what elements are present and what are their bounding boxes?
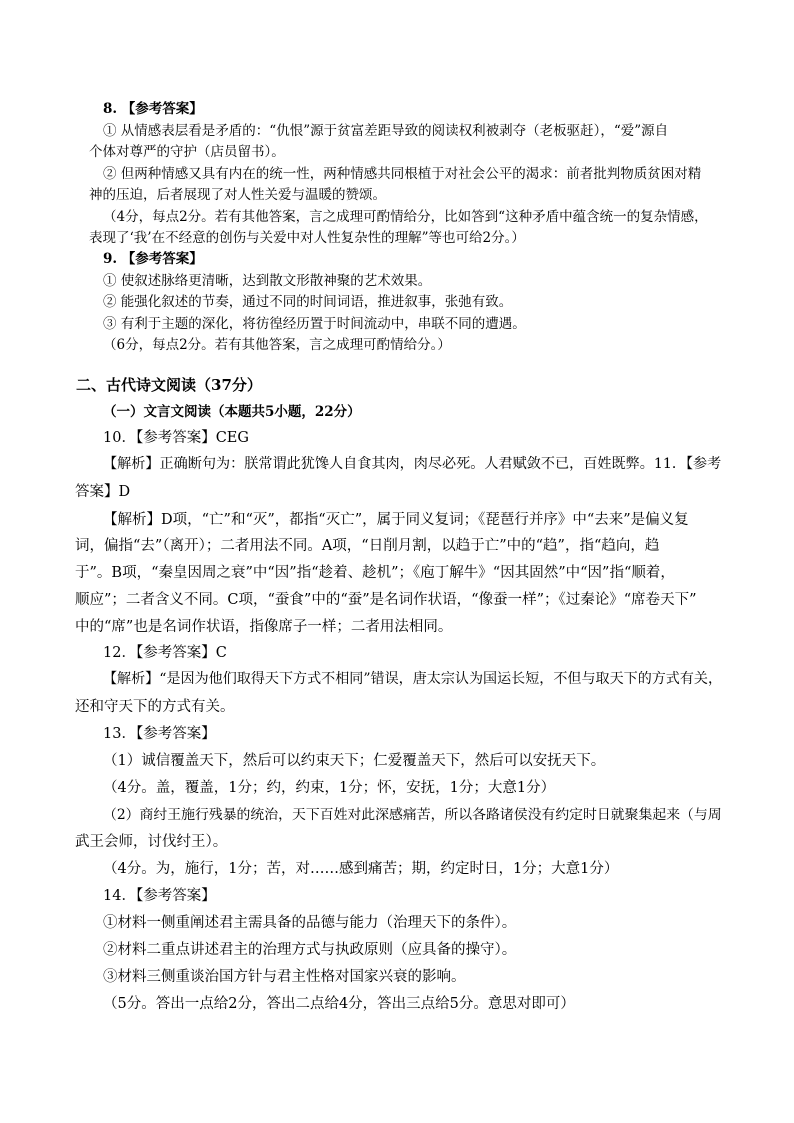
q8-score-line-1: （4分，每点2分。若有其他答案，言之成理可酌情给分，比如答到“这种矛盾中蕴含统一的复杂情感， — [103, 209, 708, 225]
q8-answer-1-line-2: 个体对尊严的守护（店员留书）。 — [89, 144, 285, 160]
q9-answer-2: ② 能强化叙述的节奏，通过不同的时间词语，推进叙事，张弛有致。 — [103, 294, 513, 310]
q11-analysis-line-3: 于”。B项，“秦皇因周之衰”中“因”指“趁着、趁机”；《庖丁解牛》“因其固然”中“因”指“顺着， — [75, 565, 675, 581]
q10-heading: 10．【参考答案】CEG — [103, 430, 249, 446]
q13-answer-1: （1）诚信覆盖天下，然后可以约束天下；仁爱覆盖天下，然后可以安抚天下。 — [103, 753, 606, 769]
q8-score-line-2: 表现了‘我’在不经意的创伤与关爱中对人性复杂性的理解”等也可给2分。） — [89, 230, 525, 246]
q13-score-1: （4分。盖，覆盖，1分；约，约束，1分；怀，安抚，1分；大意1分） — [103, 780, 556, 796]
q9-heading: 9. 【参考答案】 — [103, 251, 203, 267]
q14-score: （5分。答出一点给2分，答出二点给4分，答出三点给5分。意思对即可） — [103, 996, 575, 1012]
section-title: 二、古代诗文阅读（37分） — [76, 376, 262, 394]
q13-heading: 13．【参考答案】 — [103, 726, 216, 742]
q8-answer-1-line-1: ① 从情感表层看是矛盾的：“仇恨”源于贫富差距导致的阅读权利被剥夺（老板驱赶），“爱”源自 — [103, 123, 669, 139]
q8-answer-2-line-2: 神的压迫，后者展现了对人性关爱与温暖的赞颂。 — [89, 187, 386, 203]
q11-analysis-line-5: 中的“席”也是名词作状语，指像席子一样；二者用法相同。 — [75, 619, 453, 635]
q14-answer-3: ③材料三侧重谈治国方针与君主性格对国家兴衰的影响。 — [103, 969, 466, 985]
q12-analysis-line-1: 【解析】“是因为他们取得天下方式不相同”错误，唐太宗认为国运长短，不但与取天下的方式有关， — [103, 671, 723, 687]
q8-answer-2-line-1: ② 但两种情感又具有内在的统一性，两种情感共同根植于对社会公平的渴求：前者批判物质贫困对精 — [103, 166, 702, 182]
q13-answer-2-line-2: 武王会师，讨伐纣王）。 — [75, 834, 228, 850]
q9-answer-3: ③ 有利于主题的深化，将彷徨经历置于时间流动中，串联不同的遭遇。 — [103, 316, 526, 332]
q11-analysis-line-4: 顺应”；二者含义不同。C项，“蚕食”中的“蚕”是名词作状语，“像蚕一样”；《过秦论》“席卷天下” — [75, 592, 697, 608]
q11-heading: 答案】D — [75, 484, 131, 500]
q11-analysis-line-2: 词，偏指“去”（离开）；二者用法不同。A项，“日削月割，以趋于亡”中的“趋”，指“趋向，趋 — [75, 538, 660, 554]
q14-answer-2: ②材料二重点讲述君主的治理方式与执政原则（应具备的操守）。 — [103, 942, 517, 958]
q9-score: （6分，每点2分。若有其他答案，言之成理可酌情给分。） — [103, 337, 451, 353]
q9-answer-1: ① 使叙述脉络更清晰，达到散文形散神聚的艺术效果。 — [103, 273, 432, 289]
q12-heading: 12．【参考答案】C — [103, 645, 227, 661]
q8-heading: 8. 【参考答案】 — [103, 101, 203, 117]
q12-analysis-line-2: 还和守天下的方式有关。 — [75, 699, 235, 715]
q10-analysis-line-1: 【解析】正确断句为：朕常谓此犹馋人自食其肉，肉尽必死。人君赋敛不已，百姓既弊。11．【参考 — [103, 456, 722, 472]
q14-answer-1: ①材料一侧重阐述君主需具备的品德与能力（治理天下的条件）。 — [103, 915, 517, 931]
subsection-title: （一）文言文阅读（本题共5小题，22分） — [103, 404, 361, 420]
q13-score-2: （4分。为，施行，1分；苦，对……感到痛苦；期，约定时日，1分；大意1分） — [103, 861, 619, 877]
q11-analysis-line-1: 【解析】D项，“亡”和“灭”，都指“灭亡”，属于同义复词；《琵琶行并序》中“去来”是偏义复 — [103, 512, 689, 528]
q14-heading: 14．【参考答案】 — [103, 888, 216, 904]
q13-answer-2-line-1: （2）商纣王施行残暴的统治，天下百姓对此深感痛苦，所以各路诸侯没有约定时日就聚集起来（与周 — [103, 807, 722, 823]
